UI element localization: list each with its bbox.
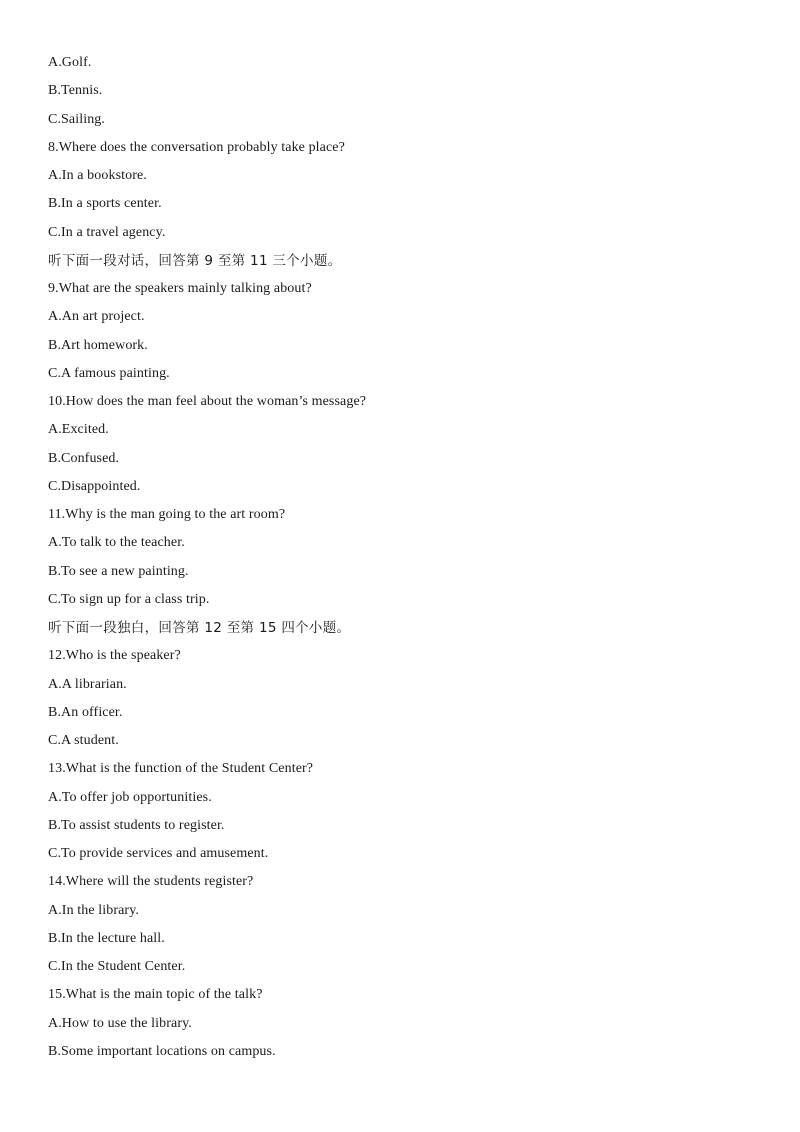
option-line: B.To assist students to register. xyxy=(48,817,225,833)
option-line: C.In a travel agency. xyxy=(48,224,166,240)
option-line: C.A famous painting. xyxy=(48,365,170,381)
question-line: 12.Who is the speaker? xyxy=(48,648,181,664)
option-line: B.Tennis. xyxy=(48,83,103,99)
option-line: B.To see a new painting. xyxy=(48,563,189,579)
option-line: B.In a sports center. xyxy=(48,196,162,212)
option-line: A.To offer job opportunities. xyxy=(48,789,212,805)
question-line: 11.Why is the man going to the art room? xyxy=(48,507,286,522)
question-line: 14.Where will the students register? xyxy=(48,874,254,890)
option-line: A.A librarian. xyxy=(48,676,127,692)
section-instruction: 听下面一段独白，回答第 12 至第 15 四个小题。 xyxy=(48,620,351,636)
option-line: A.In the library. xyxy=(48,902,139,918)
question-line: 10.How does the man feel about the woman’s message? xyxy=(48,394,367,409)
option-line: C.A student. xyxy=(48,733,119,748)
question-list xyxy=(48,52,768,1069)
option-line: C.To sign up for a class trip. xyxy=(48,591,210,607)
option-line: A.Excited. xyxy=(48,422,109,438)
option-line: A.To talk to the teacher. xyxy=(48,535,185,551)
option-line: B.In the lecture hall. xyxy=(48,930,165,946)
option-line: C.In the Student Center. xyxy=(48,959,186,974)
option-line: B.Confused. xyxy=(48,450,120,466)
question-line: 8.Where does the conversation probably take place? xyxy=(48,139,345,155)
option-line: C.Disappointed. xyxy=(48,478,141,494)
option-line: C.Sailing. xyxy=(48,111,106,127)
option-line: B.Art homework. xyxy=(48,337,148,353)
option-line: B.An officer. xyxy=(48,704,123,720)
option-line: B.Some important locations on campus. xyxy=(48,1043,276,1059)
question-line: 9.What are the speakers mainly talking about? xyxy=(48,281,312,296)
option-line: A.How to use the library. xyxy=(48,1015,192,1031)
option-line: A.In a bookstore. xyxy=(48,168,147,183)
option-line: A.Golf. xyxy=(48,55,92,70)
option-line: C.To provide services and amusement. xyxy=(48,846,269,861)
section-instruction: 听下面一段对话，回答第 9 至第 11 三个小题。 xyxy=(48,252,342,269)
option-line: A.An art project. xyxy=(48,309,145,325)
question-line: 15.What is the main topic of the talk? xyxy=(48,987,263,1003)
question-line: 13.What is the function of the Student Center? xyxy=(48,761,314,777)
